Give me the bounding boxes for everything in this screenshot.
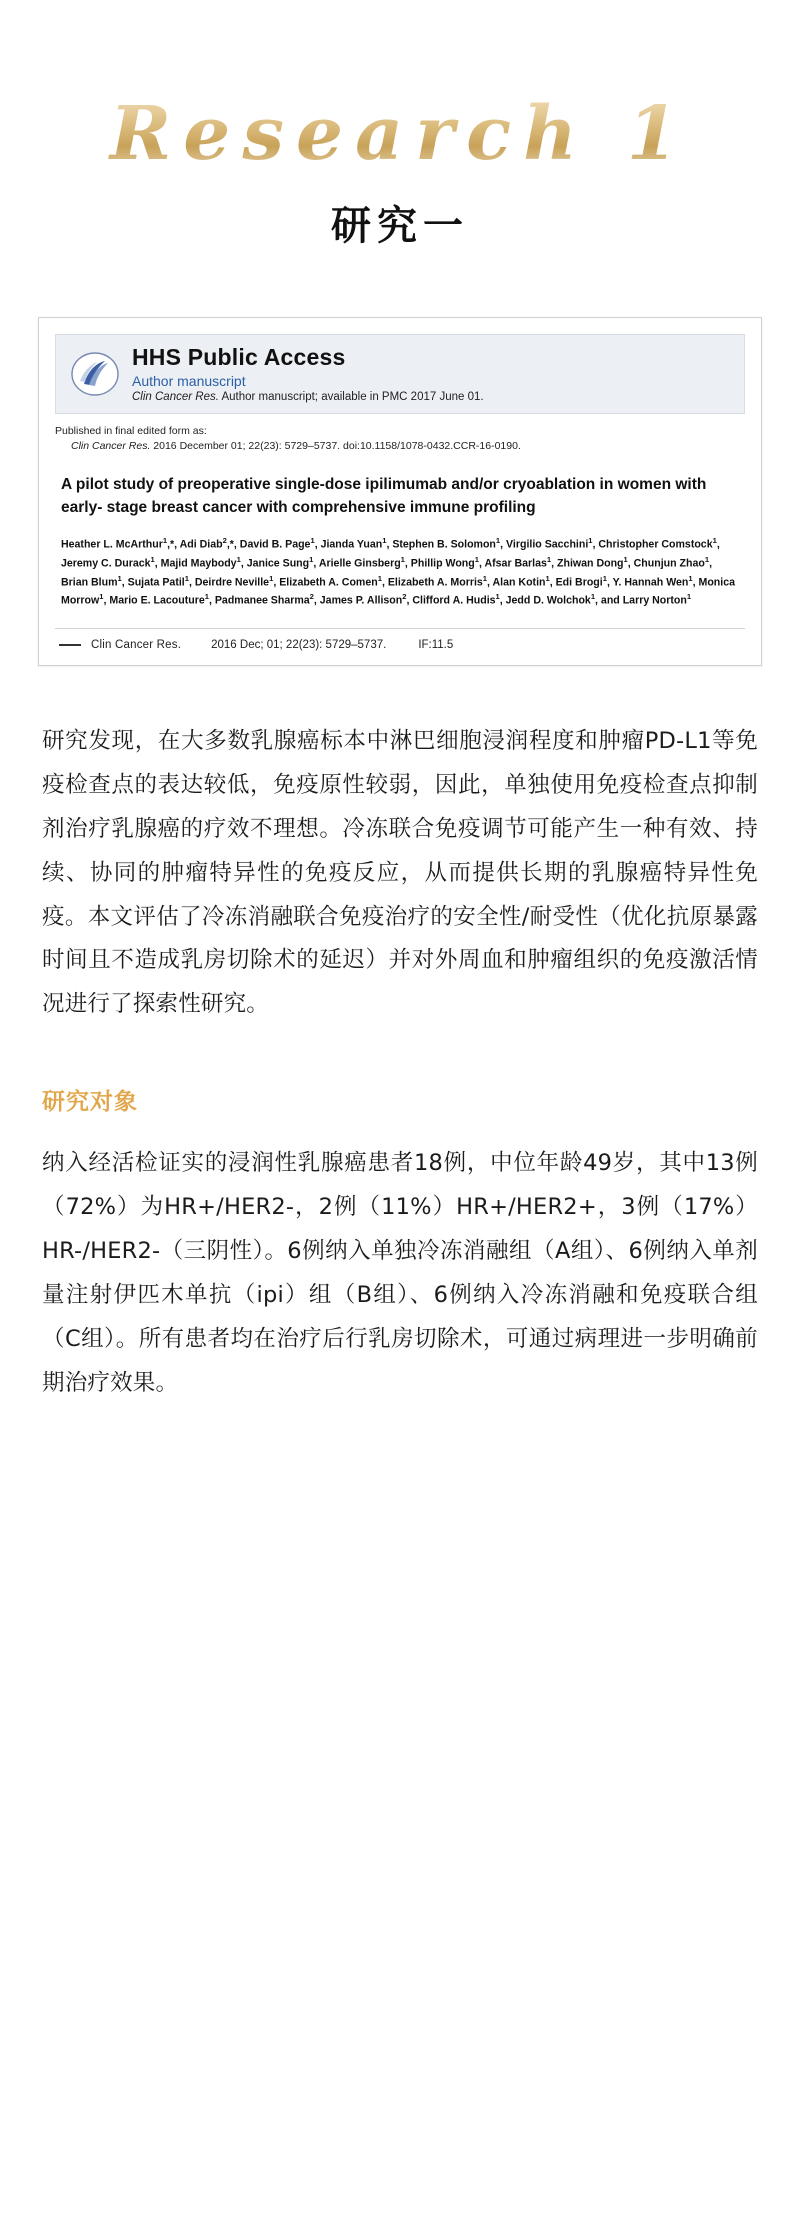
- published-citation: [55, 439, 745, 454]
- published-rest: 2016 December 01; 22(23): 5729–5737. doi:10.1158/1078-0432.CCR-16-0190.: [150, 440, 521, 453]
- section-heading-subjects: 研究对象: [42, 1089, 138, 1116]
- paragraph-intro: 研究发现，在大多数乳腺癌标本中淋巴细胞浸润程度和肿瘤PD-L1等免疫检查点的表达较低，免疫原性较弱，因此，单独使用免疫检查点抑制剂治疗乳腺癌的疗效不理想。冷冻联合免疫调节可能产生一种有效、持续、协同的肿瘤特异性的免疫反应，从而提供长期的乳腺癌特异性免疫。本文评估了冷冻消融联合免疫治疗的安全性/耐受性（优化抗原暴露时间且不造成乳房切除术的延迟）并对外周血和肿瘤组织的免疫激活情况进行了探索性研究。: [42, 728, 758, 1018]
- chinese-title: 研究一: [331, 202, 469, 249]
- hero-header: [0, 0, 800, 251]
- hhs-title: HHS Public Access: [132, 343, 346, 370]
- hhs-citation: [132, 391, 732, 403]
- author-list: Heather L. McArthur$^1$,*, Adi Diab$^2$,*, David B. Page$^1$, Jianda Yuan$^1$, Stephen B. Solomon$^1$, Virgilio Sacchini$^1$, Christopher Comstock$^1$, Jeremy C. Durack$^1$, Majid Maybody$^1$, Janice Sung$^1$, Arielle Ginsberg$^1$, Phillip Wong$^1$, Afsar Barlas$^1$, Zhiwan Dong$^1$, Chunjun Zhao$^1$, Brian Blum$^1$, Sujata Patil$^1$, Deirdre Neville$^1$, Elizabeth A. Comen$^1$, Elizabeth A. Morris$^1$, Alan Kotin$^1$, Edi Brogi$^1$, Y. Hannah Wen$^1$, Monica Morrow$^1$, Mario E. Lacouture$^1$, Padmanee Sharma$^2$, James P. Allison$^2$, Clifford A. Hudis$^1$, Jedd D. Wolchok$^1$, and Larry Norton$^1$: [61, 536, 735, 607]
- paper-card: [38, 317, 762, 666]
- published-label: Published in final edited form as:: [55, 424, 207, 437]
- footer-journal: Clin Cancer Res.: [91, 639, 182, 652]
- hhs-text-block: [132, 345, 732, 403]
- paper-footer: [55, 628, 745, 651]
- hhs-logo-icon: [68, 350, 122, 398]
- paper-title: A pilot study of preoperative single-dose ipilimumab and/or cryoablation in women with early- stage breast cancer with comprehensive immune profiling: [61, 476, 707, 516]
- hhs-citation-journal: Clin Cancer Res.: [132, 390, 219, 403]
- published-block: [55, 424, 745, 454]
- script-title: Research 1: [100, 96, 700, 180]
- dash-divider-icon: [59, 644, 81, 646]
- footer-impact-factor: IF:11.5: [418, 639, 454, 652]
- hhs-citation-rest: Author manuscript; available in PMC 2017 June 01.: [218, 390, 484, 403]
- paragraph-subjects: 纳入经活检证实的浸润性乳腺癌患者18例，中位年龄49岁，其中13例（72%）为HR+/HER2-，2例（11%）HR+/HER2+，3例（17%）HR-/HER2-（三阴性）。6例纳入单独冷冻消融组（A组）、6例纳入单剂量注射伊匹木单抗（ipi）组（B组）、6例纳入冷冻消融和免疫联合组（C组）。所有患者均在治疗后行乳房切除术，可通过病理进一步明确前期治疗效果。: [42, 1150, 758, 1396]
- footer-citation: 2016 Dec; 01; 22(23): 5729–5737.: [211, 639, 387, 652]
- article-body: [0, 666, 800, 1405]
- hhs-subtitle: Author manuscript: [132, 372, 246, 389]
- published-journal: Clin Cancer Res.: [71, 440, 151, 453]
- hhs-banner: [55, 334, 745, 414]
